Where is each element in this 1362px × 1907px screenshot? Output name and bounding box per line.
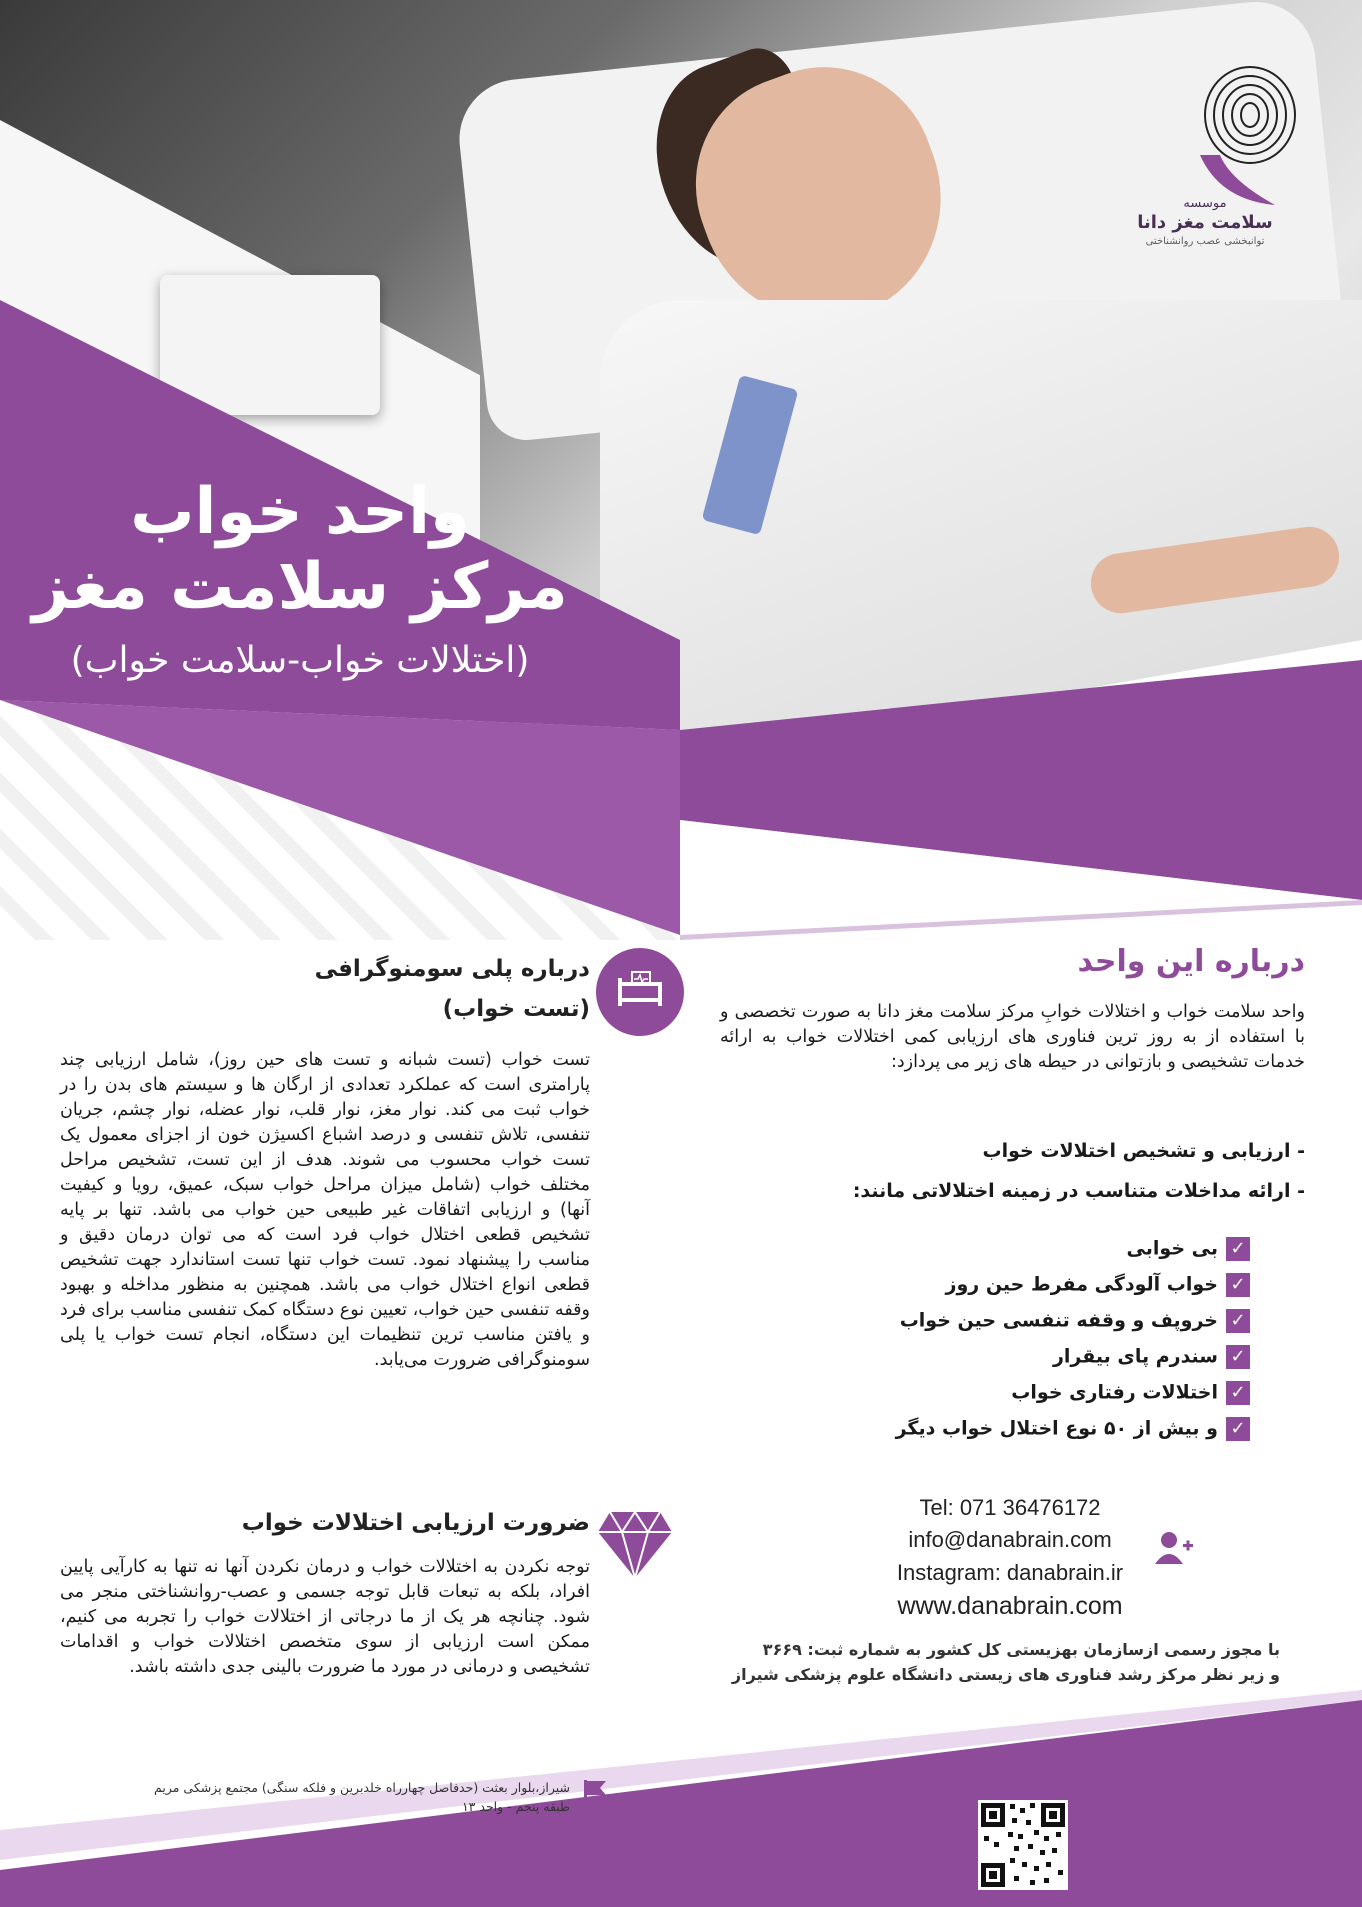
diamond-icon	[596, 1508, 674, 1580]
contact-website[interactable]: www.danabrain.com	[897, 1592, 1123, 1620]
subtitle: (اختلالات خواب-سلامت خواب)	[70, 640, 530, 681]
check-icon: ✓	[1226, 1345, 1250, 1369]
about-unit-title: درباره این واحد	[1077, 944, 1305, 979]
contact-email[interactable]: info@danabrain.com	[908, 1527, 1112, 1552]
qr-code-icon[interactable]	[978, 1800, 1068, 1890]
polysomnography-title: درباره پلی سومنوگرافی	[314, 956, 590, 982]
logo-name: سلامت مغز دانا	[1137, 212, 1273, 233]
checklist-item: ✓خروپف و وقفه تنفسی حین خواب	[780, 1309, 1250, 1337]
address-line2: طبقه پنجم - واحد ۱۳	[461, 1799, 570, 1814]
title-line1: واحد خواب	[130, 475, 470, 549]
disorder-checklist	[780, 1237, 1250, 1453]
check-icon: ✓	[1226, 1381, 1250, 1405]
checklist-item: ✓و بیش از ۵۰ نوع اختلال خواب دیگر	[780, 1417, 1250, 1445]
check-icon: ✓	[1226, 1237, 1250, 1261]
license-line2: و زیر نظر مرکز رشد فناوری های زیستی دانشگاه علوم پزشکی شیراز	[731, 1665, 1280, 1684]
necessity-title: ضرورت ارزیابی اختلالات خواب	[241, 1510, 590, 1536]
about-bullet-1: - ارزیابی و تشخیص اختلالات خواب	[982, 1140, 1305, 1162]
checklist-item: ✓بی خوابی	[780, 1237, 1250, 1265]
add-user-icon	[1155, 1530, 1195, 1566]
brain-fingerprint-logo	[1190, 60, 1310, 210]
logo-tagline: توانبخشی عصب روانشناختی	[1145, 236, 1265, 247]
sleep-bed-icon	[596, 948, 684, 1036]
checklist-item: ✓خواب آلودگی مفرط حین روز	[780, 1273, 1250, 1301]
check-icon: ✓	[1226, 1417, 1250, 1441]
necessity-body: توجه نکردن به اختلالات خواب و درمان نکردن آنها نه تنها به کارآیی پایین افراد، بلکه به تبعات قابل توجه جسمی و عصب-روانشناختی منجر می شود. چنانچه هر یک از ما درجاتی از اختلالات خواب را تجربه می کنیم، ممکن است ارزیابی از سوی متخصص اختلالات خواب و اقدامات تشخیصی و درمانی در مورد ما ضرورت بالینی جدی داشته باشد.	[60, 1557, 590, 1677]
address-line1: شیراز،بلوار بعثت (حدفاصل چهارراه خلدبرین و فلکه سنگی) مجتمع پزشکی مریم	[154, 1780, 570, 1795]
contact-instagram[interactable]: Instagram: danabrain.ir	[896, 1560, 1124, 1585]
checklist-item: ✓سندرم پای بیقرار	[780, 1345, 1250, 1373]
license-line1: با مجوز رسمی ازسازمان بهزیستی کل کشور به شماره ثبت: ۳۶۶۹	[762, 1640, 1280, 1659]
check-icon: ✓	[1226, 1309, 1250, 1333]
contact-tel[interactable]: Tel: 071 36476172	[919, 1495, 1101, 1520]
polysomnography-body: تست خواب (تست شبانه و تست های حین روز)، شامل ارزیابی چند پارامتری است که عملکرد تعدادی از ارگان ها و سیستم های بدن را در خواب ثبت می کند. نوار مغز، نوار قلب، نوار عضله، نوار چشم، جریان تنفسی، تلاش تنفسی و درصد اشباع اکسیژن خون از اجزای معمول یک تست خواب محسوب می شوند. هدف از این تست، تشخیص مراحل مختلف خواب (شامل میزان مراحل خواب سبک، عمیق، رویا و کیفیت آنها) و ارزیابی اتفاقات غیر طبیعی حین خواب می باشد. تنها بر پایه تشخیص قطعی اختلال خواب فرد است که می توان درمان دقیق و مناسب را پیشنهاد نمود. تست خواب تنها تست استاندارد جهت تشخیص قطعی انواع اختلال خواب می باشد. همچنین به منظور مداخله و بهبود وقفه تنفسی حین خواب، تعیین نوع دستگاه کمک تنفسی مناسب برای فرد و یافتن مناسب ترین تنظیمات این دستگاه، انجام تست خواب یا پلی سومنوگرافی ضرورت می‌یابد.	[60, 1050, 590, 1370]
location-flag-icon	[582, 1778, 608, 1808]
about-unit-body: واحد سلامت خواب و اختلالات خوابِ مرکز سلامت مغز دانا به صورت تخصصی و با استفاده از به روز ترین فناوری های ارزیابی کمی اختلالات خواب به ارائه خدمات تشخیصی و بازتوانی در حیطه های زیر می پردازد:	[720, 1002, 1305, 1072]
about-bullet-2: - ارائه مداخلات متناسب در زمینه اختلالاتی مانند:	[852, 1180, 1305, 1202]
title-line2: مرکز سلامت مغز	[32, 550, 568, 624]
logo-prefix: موسسه	[1183, 196, 1227, 211]
checklist-item: ✓اختلالات رفتاری خواب	[780, 1381, 1250, 1409]
check-icon: ✓	[1226, 1273, 1250, 1297]
polysomnography-subtitle: (تست خواب)	[442, 996, 590, 1022]
